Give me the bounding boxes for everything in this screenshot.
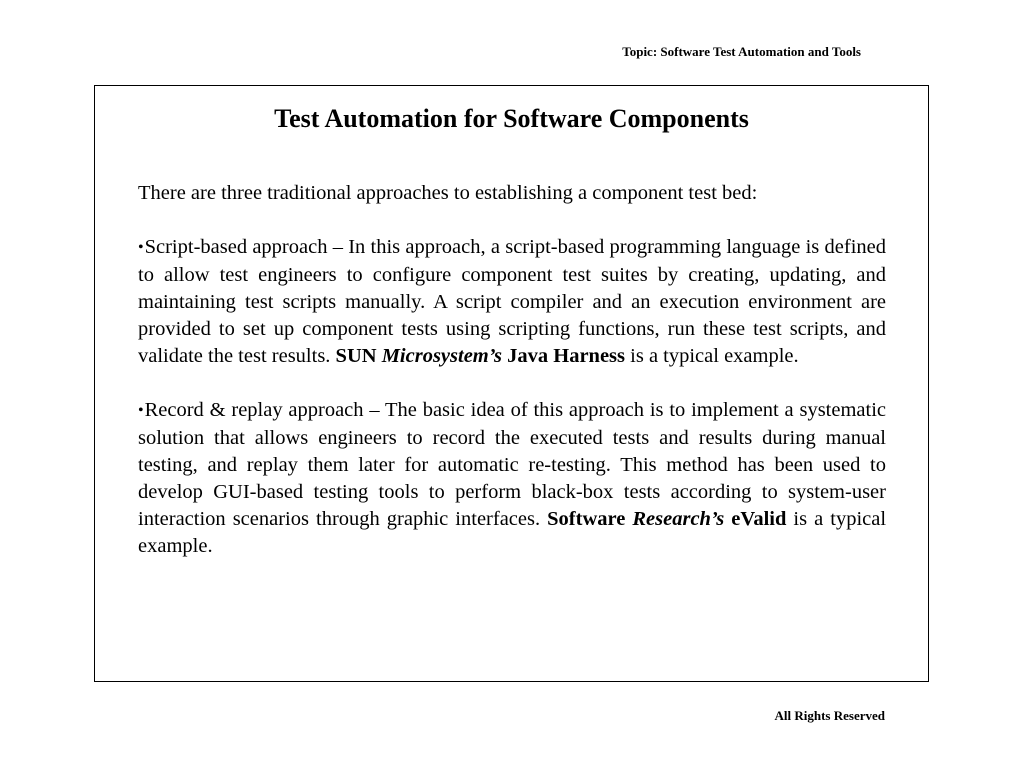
example-tail: is a typical example. — [625, 345, 799, 367]
footer-rights: All Rights Reserved — [774, 708, 885, 723]
intro-paragraph: There are three traditional approaches to establishing a component test bed: — [138, 182, 758, 204]
slide-title: Test Automation for Software Components — [274, 104, 749, 133]
example-product: eValid — [731, 508, 787, 530]
bullet-icon: • — [138, 239, 144, 256]
bullet-text: Script-based approach – In this approach, a script-based programming language is defined to allow test engineers to configure component test suites by creating, updating, and maintaining test scripts manually. A script compiler and an execution environment are provided to set up component tests using scripting functions, run these test scripts, and validate the test results. — [138, 236, 886, 367]
example-vendor: SUN — [335, 345, 377, 367]
bullet-script-based — [138, 234, 886, 370]
topic-header: Topic: Software Test Automation and Tools — [622, 44, 861, 59]
slide-body — [138, 180, 886, 587]
bullet-icon: • — [138, 402, 144, 419]
example-product: Java Harness — [507, 345, 626, 367]
bullet-text: Record & replay approach – The basic idea of this approach is to implement a systematic solution that allows engineers to record the executed tests and results during manual testing, and replay them later for automatic re-testing. This method has been used to develop GUI-based testing tools to perform black-box tests according to system-user interaction scenarios through graphic interfaces. — [138, 399, 886, 530]
example-vendor-suffix: Microsystem’s — [381, 345, 503, 367]
example-vendor-suffix: Research’s — [632, 508, 725, 530]
slide-frame — [94, 85, 929, 682]
example-tail: is a typical example. — [138, 508, 887, 557]
example-vendor: Software — [547, 508, 626, 530]
bullet-record-replay — [138, 397, 886, 560]
